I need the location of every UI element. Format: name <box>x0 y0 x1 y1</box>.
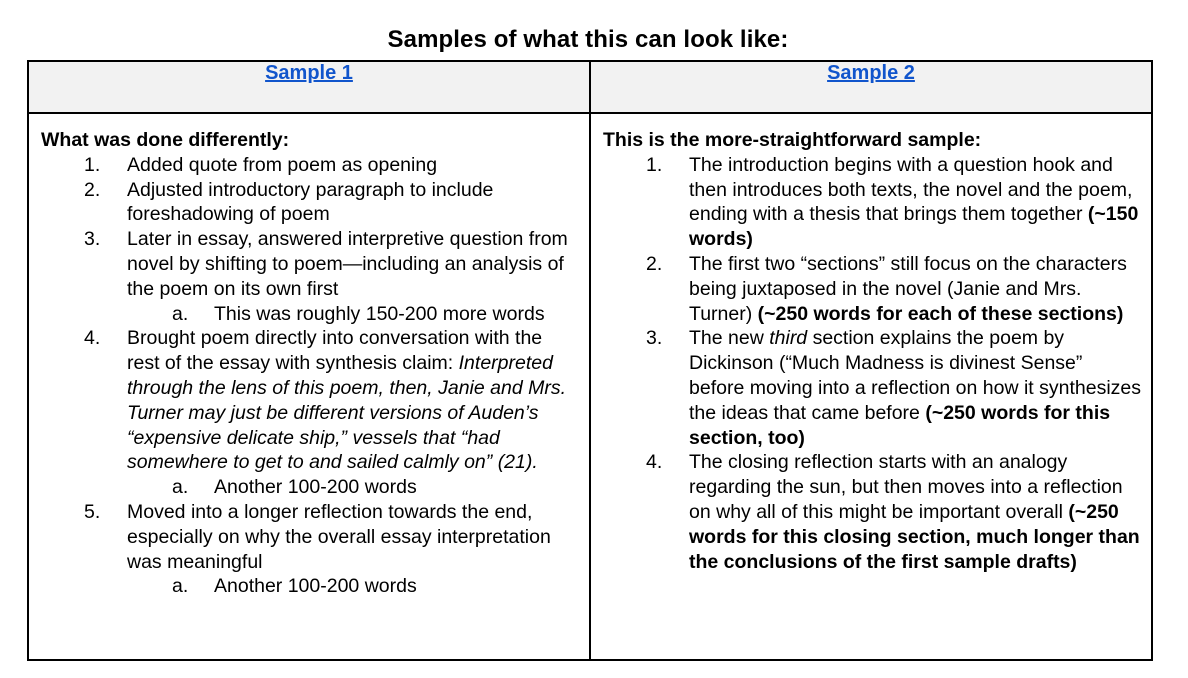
list-item-text: Added quote from poem as opening <box>127 153 438 176</box>
sub-list-item <box>41 574 579 599</box>
list-item <box>603 450 1141 574</box>
sub-list-item <box>41 475 579 500</box>
sample-1-heading: What was done differently: <box>41 129 290 151</box>
sample-2-heading: This is the more-straightforward sample: <box>603 129 982 151</box>
list-item-prefix: The new <box>689 327 764 350</box>
list-item <box>603 252 1141 326</box>
sample-2-link[interactable]: Sample 2 <box>827 62 915 84</box>
list-item-text: section explains the poem by Dickinson (“Much Madness is divinest Sense” before moving into a reflection on how it synthesizes the ideas that came before <box>689 327 1141 424</box>
sample-2-header-cell <box>590 61 1152 113</box>
sub-list-letter: a. <box>172 476 189 499</box>
list-item <box>41 178 579 228</box>
sample-2-cell <box>590 113 1152 660</box>
sample-1-link[interactable]: Sample 1 <box>265 62 353 84</box>
synthesis-claim-quote: Interpreted through the lens of this poem, then, Janie and Mrs. Turner may just be different versions of Auden’s “expensive delicate ship,” vessels that “had somewhere to get to and sailed calmly on” (21). <box>127 352 567 474</box>
samples-table <box>27 60 1153 661</box>
word-count-note: (~150 words) <box>689 203 1139 251</box>
list-item <box>603 153 1141 252</box>
list-item-text: Moved into a longer reflection towards the end, especially on why the overall essay interpretation was meaningful <box>127 500 551 573</box>
word-count-note: (~250 words for this section, too) <box>689 401 1111 449</box>
list-number: 1. <box>84 153 101 176</box>
sub-list-item-text: Another 100-200 words <box>214 575 417 598</box>
emphasized-word: third <box>769 327 808 350</box>
table-body-row <box>28 113 1152 660</box>
list-item <box>603 326 1141 450</box>
list-item-text: Brought poem directly into conversation with the rest of the essay with synthesis claim: <box>127 327 543 375</box>
list-number: 4. <box>646 451 663 474</box>
table-header-row <box>28 61 1152 113</box>
list-item-text: The introduction begins with a question hook and then introduces both texts, the novel and the poem, ending with a thesis that brings them together <box>689 153 1133 226</box>
sample-1-cell <box>28 113 590 660</box>
list-number: 2. <box>84 178 101 201</box>
list-number: 4. <box>84 327 101 350</box>
word-count-note: (~250 words for this closing section, much longer than the conclusions of the first sample drafts) <box>689 500 1140 573</box>
sub-list-item-text: Another 100-200 words <box>214 476 417 499</box>
sub-list-item-text: This was roughly 150-200 more words <box>214 302 545 325</box>
list-item-text: The first two “sections” still focus on the characters being juxtaposed in the novel (Janie and Mrs. Turner) <box>689 252 1127 325</box>
list-number: 1. <box>646 153 663 176</box>
sub-list-letter: a. <box>172 575 189 598</box>
list-number: 2. <box>646 252 663 275</box>
list-number: 5. <box>84 500 101 523</box>
list-item <box>41 326 579 475</box>
page-title: Samples of what this can look like: <box>387 26 789 53</box>
list-item-text: The closing reflection starts with an analogy regarding the sun, but then moves into a reflection on why all of this might be important overall <box>689 451 1123 523</box>
list-item-text: Adjusted introductory paragraph to include foreshadowing of poem <box>127 178 494 226</box>
list-item <box>41 500 579 574</box>
list-item <box>41 153 579 178</box>
word-count-note: (~250 words for each of these sections) <box>757 302 1124 325</box>
sub-list-letter: a. <box>172 302 189 325</box>
list-number: 3. <box>84 228 101 251</box>
list-item <box>41 227 579 301</box>
list-item-text: Later in essay, answered interpretive question from novel by shifting to poem—including an analysis of the poem on its own first <box>127 228 568 300</box>
list-number: 3. <box>646 327 663 350</box>
sample-1-header-cell <box>28 61 590 113</box>
sub-list-item <box>41 302 579 327</box>
